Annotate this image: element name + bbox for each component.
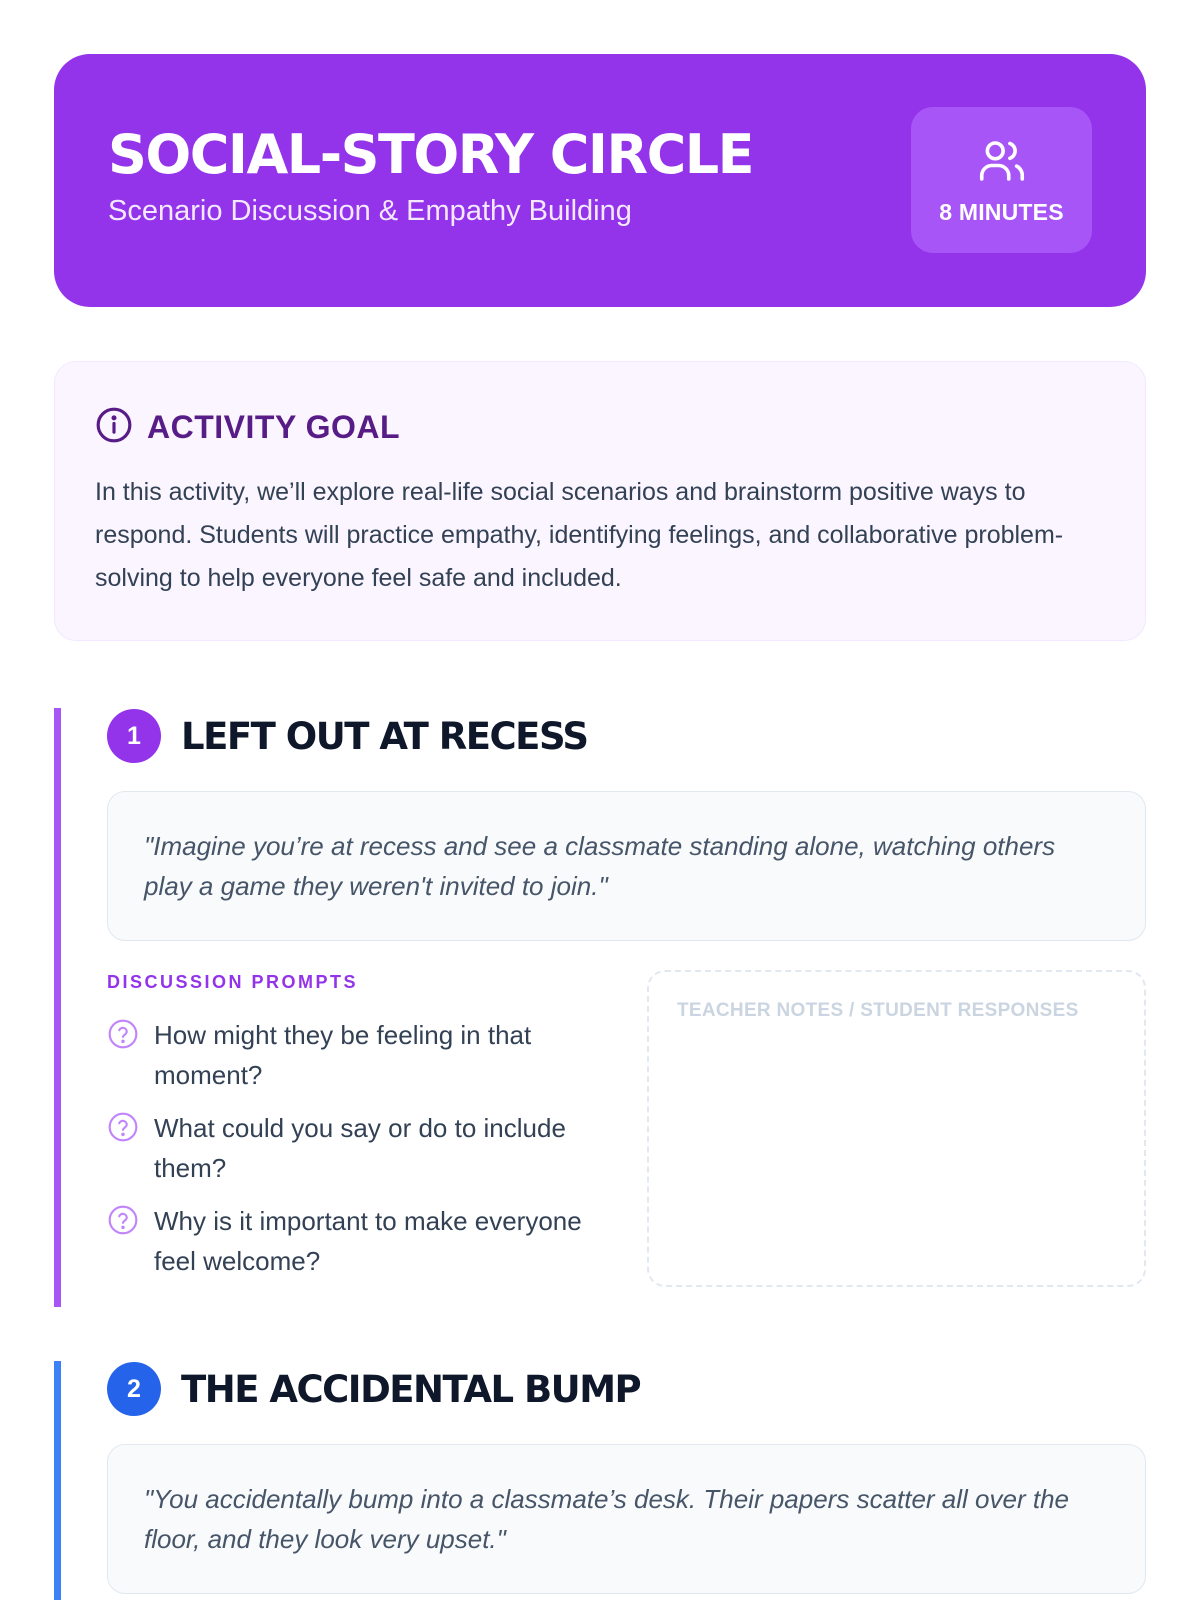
- scenario-quote: "You accidentally bump into a classmate’s desk. Their papers scatter all over the floor, and they look very upset.": [107, 1444, 1146, 1594]
- scenario-2: [54, 1361, 1146, 1600]
- discussion-prompts-label: DISCUSSION PROMPTS: [107, 972, 359, 992]
- prompt-item: [107, 1108, 607, 1188]
- activity-goal-card: [54, 361, 1146, 641]
- activity-goal-text: In this activity, we’ll explore real-life social scenarios and brainstorm positive ways to respond. Students will practice empathy, identifying feelings, and collaborative problem-solving to help everyone feel safe and included.: [95, 478, 1064, 592]
- prompt-item: [107, 1201, 607, 1281]
- duration-text: 8 MINUTES: [939, 199, 1064, 225]
- page-title: SOCIAL-STORY CIRCLE: [108, 123, 754, 186]
- question-icon: [107, 1015, 139, 1095]
- scenario-quote: "Imagine you’re at recess and see a classmate standing alone, watching others play a game they weren't invited to join.": [107, 791, 1146, 941]
- header-banner: [54, 54, 1146, 307]
- scenario-1-header: [107, 708, 1146, 764]
- prompt-text: How might they be feeling in that moment?: [154, 1020, 532, 1090]
- scenario-title: LEFT OUT AT RECESS: [181, 714, 588, 758]
- scenario-2-header: [107, 1361, 1146, 1417]
- prompt-list: [107, 1015, 607, 1281]
- activity-goal-title: ACTIVITY GOAL: [147, 409, 401, 445]
- page-subtitle: Scenario Discussion & Empathy Building: [108, 195, 632, 227]
- teacher-notes-label: TEACHER NOTES / STUDENT RESPONSES: [677, 1000, 1079, 1021]
- prompt-text: Why is it important to make everyone feel welcome?: [154, 1206, 582, 1276]
- question-icon: [107, 1108, 139, 1188]
- scenario-1: [54, 708, 1146, 1307]
- users-icon: [975, 134, 1029, 193]
- question-icon: [107, 1201, 139, 1281]
- discussion-prompts: [107, 970, 607, 1294]
- duration-badge: [911, 107, 1092, 253]
- scenario-1-body: [107, 970, 1146, 1294]
- teacher-notes-area[interactable]: [647, 970, 1146, 1287]
- prompt-text: What could you say or do to include them?: [154, 1113, 566, 1183]
- info-icon: [95, 406, 133, 449]
- activity-goal-header: [95, 406, 1105, 449]
- scenario-title: THE ACCIDENTAL BUMP: [181, 1367, 641, 1411]
- prompt-item: [107, 1015, 607, 1095]
- scenario-number-badge: 1: [107, 709, 161, 763]
- scenario-number-badge: 2: [107, 1362, 161, 1416]
